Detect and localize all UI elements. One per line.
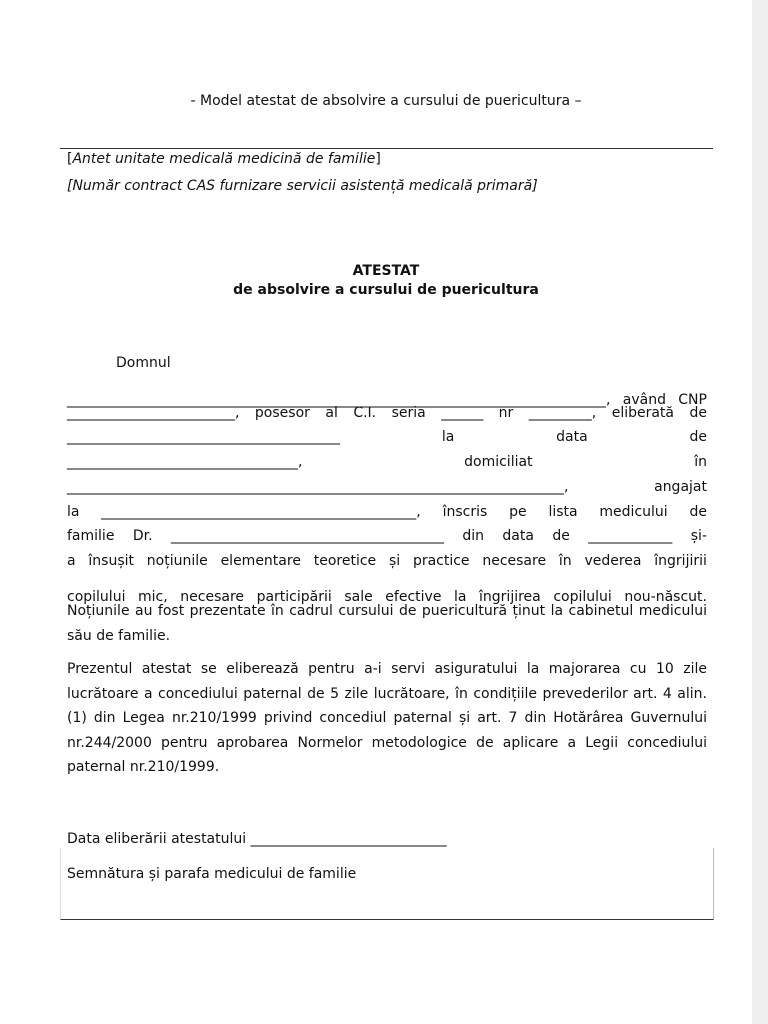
form-word: nou-născut. (624, 589, 707, 605)
form-word: _____________________________________________________________________________, (67, 392, 611, 408)
form-word: _______________________________________________________________________, (67, 479, 569, 495)
form-word: copilului (67, 589, 126, 605)
form-line-5 (67, 479, 707, 495)
form-word: _______________________________________ (67, 429, 340, 445)
document-subtitle: de absolvire a cursului de puericultura (233, 282, 539, 298)
form-word: și- (690, 528, 707, 544)
paragraph-prezentul: Prezentul atestat se eliberează pentru a-i servi asiguratului la majorarea cu 10 zile lucrătoare a concediului paternal de 5 zile lucrătoare, în condițiile prevederilor art. 4 alin. (1) din Legea nr.210/1999 privind concediul paternal și art. 7 din Hotărârea Guvernului nr.244/2000 pentru aprobarea Normelor metodologice de aplicare a Legii concediului paternal nr.210/1999. (67, 661, 707, 775)
form-word: _________________________________, (67, 454, 303, 470)
form-line-7 (67, 528, 707, 544)
form-word: _________, (528, 405, 597, 421)
form-word: în (694, 454, 707, 470)
form-word: eliberată (611, 405, 674, 421)
data-eliberarii-line: Data eliberării atestatului ____________________________ (67, 831, 447, 847)
form-word: seria (391, 405, 426, 421)
header-rule (60, 148, 713, 149)
form-word: mic, (138, 589, 168, 605)
form-word: CNP (678, 392, 707, 408)
form-word: vederea (584, 553, 642, 569)
model-caption: - Model atestat de absolvire a cursului de puericultura – (190, 93, 582, 109)
form-line-4 (67, 454, 707, 470)
form-word: înscris (442, 504, 488, 520)
form-word: însușit (88, 553, 134, 569)
form-word: ______ (441, 405, 484, 421)
form-word: participării (256, 589, 332, 605)
form-word: necesare (482, 553, 547, 569)
contract-placeholder: [Număr contract CAS furnizare servicii asistență medicală primară] (67, 178, 538, 194)
signature-label: Semnătura și parafa medicului de familie (67, 866, 357, 882)
form-word: și (388, 553, 401, 569)
form-word: elementare (220, 553, 301, 569)
form-word: la (67, 504, 80, 520)
form-word: practice (412, 553, 470, 569)
form-word: îngrijirea (479, 589, 541, 605)
form-word: posesor (254, 405, 310, 421)
form-line-3 (67, 429, 707, 445)
form-word: al (325, 405, 338, 421)
form-word: din (462, 528, 485, 544)
form-word: de (552, 528, 570, 544)
salutation: Domnul (116, 355, 171, 371)
form-word: angajat (654, 479, 707, 495)
form-line-2 (67, 405, 707, 421)
form-word: la (441, 429, 455, 445)
form-word: de (689, 405, 707, 421)
form-word: de (689, 429, 707, 445)
form-word: la (454, 589, 467, 605)
form-word: efective (385, 589, 442, 605)
form-word: în (558, 553, 572, 569)
form-word: pe (509, 504, 527, 520)
form-word: necesare (180, 589, 245, 605)
paragraph-notiuni: Noțiunile au fost prezentate în cadrul cursului de puericultură ținut la cabinetul medicului său de familie. (67, 603, 707, 644)
form-word: ________________________, (67, 405, 240, 421)
form-word: copilului (553, 589, 612, 605)
form-word: data (502, 528, 534, 544)
form-line-6 (67, 504, 707, 520)
form-word: ____________ (588, 528, 673, 544)
form-word: sale (344, 589, 373, 605)
form-line-8 (67, 553, 707, 569)
form-word: domiciliat (464, 454, 533, 470)
form-word: noțiunile (146, 553, 208, 569)
form-word: _______________________________________ (170, 528, 444, 544)
form-word: teoretice (313, 553, 377, 569)
form-word: având (622, 392, 666, 408)
form-word: data (556, 429, 588, 445)
form-word: C.I. (353, 405, 377, 421)
form-word: medicului (599, 504, 668, 520)
form-word: familie (67, 528, 115, 544)
form-word: de (689, 504, 707, 520)
form-word: Dr. (132, 528, 153, 544)
form-word: _____________________________________________, (101, 504, 421, 520)
signature-box (60, 848, 714, 920)
form-word: nr (498, 405, 514, 421)
antet-placeholder: [Antet unitate medicală medicină de familie] (67, 151, 381, 167)
form-word: îngrijirii (654, 553, 707, 569)
document-title: ATESTAT (352, 263, 420, 279)
form-word: a (67, 553, 76, 569)
scrollbar[interactable] (752, 0, 768, 1024)
form-word: lista (548, 504, 578, 520)
